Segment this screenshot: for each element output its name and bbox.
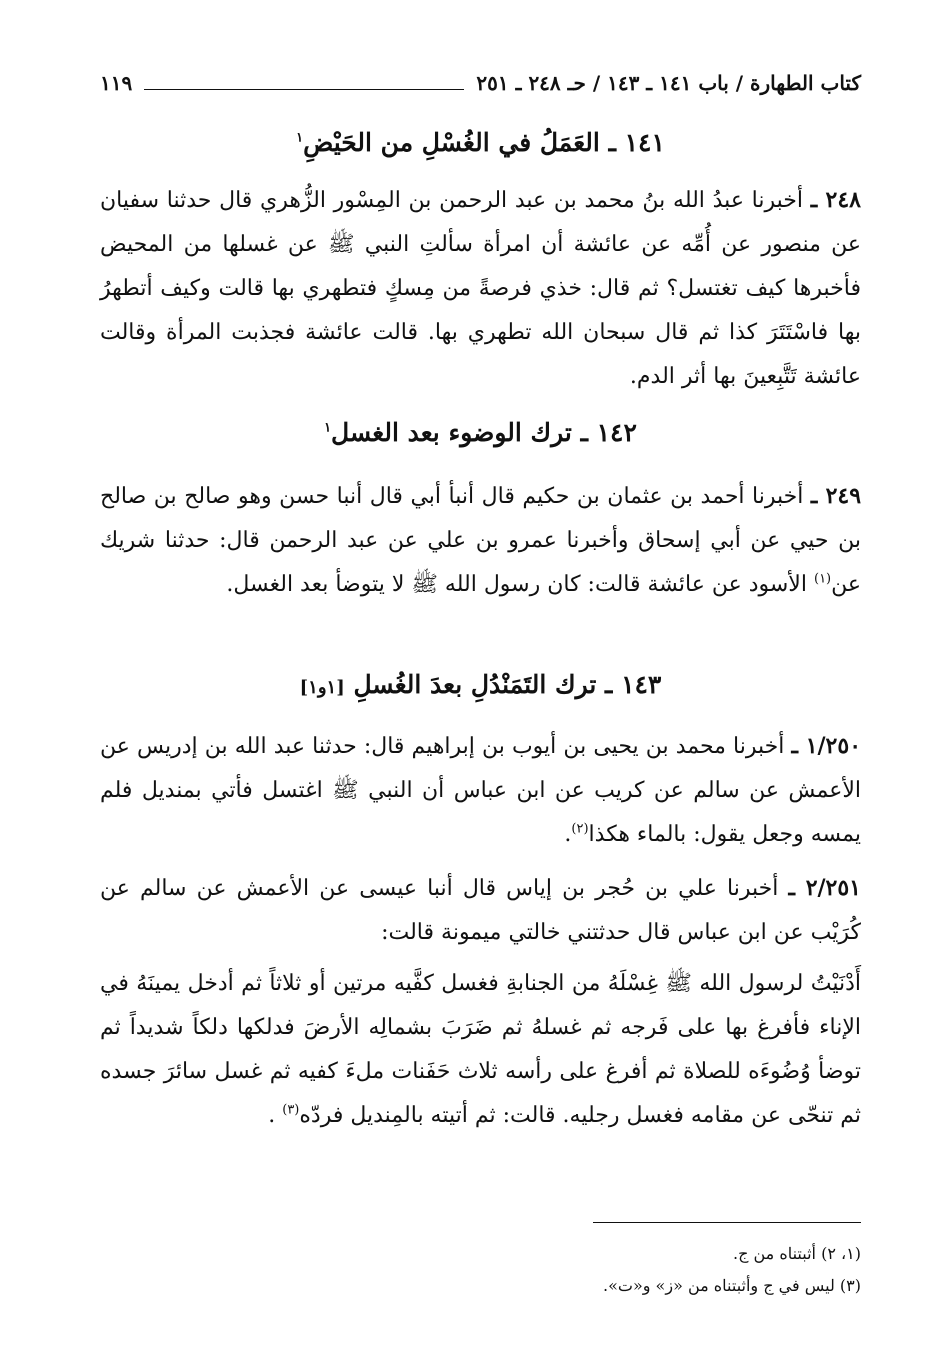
footnote-ref: (٢): [571, 821, 589, 837]
chapter-heading-141: [100, 128, 861, 157]
manuscript-folio-mark: [١و١]: [299, 677, 345, 698]
hadith-250: [100, 724, 861, 857]
hadith-text-continued: .: [268, 1103, 276, 1128]
chapter-heading-text: ١٤٢ ـ ترك الوضوء بعد الغسل: [331, 418, 637, 447]
hadith-251-matn: [100, 962, 861, 1138]
hadith-number: ١/٢٥٠ ـ: [791, 733, 862, 759]
chapter-heading-143: [100, 670, 861, 699]
footnote-ref: (٣): [282, 1102, 300, 1118]
chapter-heading-text: ١٤٣ ـ ترك التَمَنْدُلِ بعدَ الغُسلِ: [353, 670, 662, 699]
hadith-248: [100, 178, 861, 399]
running-header-title: كتاب الطهارة / باب ١٤١ ـ ١٤٣ / حـ ٢٤٨ ـ ٢٥١: [476, 71, 861, 95]
chapter-heading-footnote-mark: ١: [324, 420, 332, 436]
chapter-heading-text: ١٤١ ـ العَمَلُ في الغُسْلِ من الحَيْضِ: [303, 128, 665, 157]
hadith-text: أخبرنا محمد بن يحيى بن أيوب بن إبراهيم قال: حدثنا عبد الله بن إدريس عن الأعمش عن سالم عن كريب عن ابن عباس أن النبي ﷺ اغتسل فأتي بمنديل فلم يمسه وجعل يقول: بالماء هكذا: [100, 734, 861, 847]
chapter-heading-footnote-mark: ١: [296, 130, 304, 146]
hadith-text-continued: الأسود عن عائشة قالت: كان رسول الله ﷺ لا يتوضأ بعد الغسل.: [226, 572, 807, 597]
footnotes: [100, 1238, 861, 1302]
chapter-heading-142: [100, 418, 861, 447]
running-header: [100, 66, 861, 100]
footnote-ref: (١): [813, 571, 832, 587]
footnote-item: (١، ٢) أثبتناه من ج.: [733, 1244, 861, 1263]
hadith-number: ٢٤٩ ـ: [810, 483, 862, 509]
hadith-251: [100, 866, 861, 955]
hadith-text-continued: .: [564, 822, 572, 847]
page-number: ١١٩: [100, 71, 133, 95]
footnote-item: (٣) ليس في ج وأثبتناه من «ز» و«ت».: [603, 1276, 861, 1295]
hadith-text: أخبرنا علي بن حُجر بن إياس قال أنبا عيسى عن الأعمش عن سالم عن كُرَيْب عن ابن عباس قال حدثتني خالتي ميمونة قالت:: [100, 876, 861, 945]
hadith-249: [100, 474, 861, 607]
hadith-number: ٢٤٨ ـ: [810, 187, 861, 213]
hadith-text: أخبرنا عبدُ الله بنُ محمد بن عبد الرحمن بن المِسْور الزُّهري قال حدثنا سفيان عن منصور عن أُمِّه عن عائشة أن امرأة سألتِ النبي ﷺ عن غسلها من المحيض فأخبرها كيف تغتسل؟ ثم قال: خذي فرصةً من مِسكٍ فتطهري بها قالت وكيف أتطهرُ بها فاسْتَتَرَ كذا ثم قال سبحان الله تطهري بها. قالت عائشة فجذبت المرأة وقالت عائشة تَتَّبِعينَ بها أثر الدم.: [100, 188, 861, 389]
hadith-text: أَدْنَيْتُ لرسول الله ﷺ غِسْلَهُ من الجنابةِ فغسل كفَّيه مرتين أو ثلاثاً ثم أدخل يمينَهُ في الإناء فأفرغ بها على فَرجه ثم غسلهُ ثم ضَرَبَ بشمالِه الأرضَ فدلكها دلكاً شديداً ثم توضأ وُضُوءَه للصلاة ثم أفرغ على رأسه ثلاث حَفَنات ملءَ كفيه ثم غسل سائرَ جسده ثم تنحّى عن مقامه فغسل رجليه. قالت: ثم أتيته بالمِنديل فردّه: [100, 971, 861, 1128]
hadith-number: ٢/٢٥١ ـ: [788, 875, 861, 901]
header-rule: [144, 89, 464, 90]
hadith-text: أخبرنا أحمد بن عثمان بن حكيم قال أنبأ أبي قال أنبا حسن وهو صالح بن صالح بن حيي عن أبي إسحاق وأخبرنا عمرو بن علي عن عبد الرحمن قال: حدثنا شريك عن: [100, 484, 861, 597]
footnote-separator: [593, 1222, 861, 1223]
